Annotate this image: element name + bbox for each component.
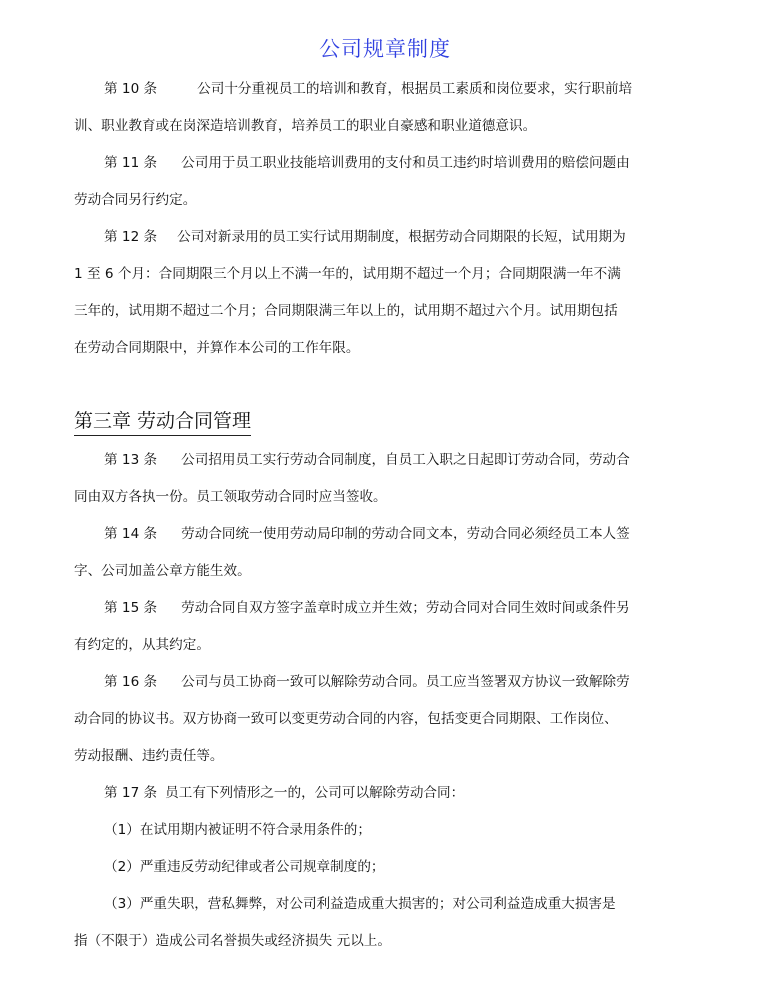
article-10-label: 第 10 条 — [104, 81, 158, 97]
article-13-line-2: 同由双方各执一份。员工领取劳动合同时应当签收。 — [74, 489, 387, 505]
chapter-heading: 第三章 劳动合同管理 — [74, 407, 251, 436]
list-item-continuation: 指（不限于）造成公司名誉损失或经济损失 元以上。 — [74, 933, 391, 949]
article-14-line-2: 字、公司加盖公章方能生效。 — [74, 563, 251, 579]
article-16-line-3: 劳动报酬、违约责任等。 — [74, 748, 224, 764]
list-item: （3）严重失职，营私舞弊，对公司利益造成重大损害的；对公司利益造成重大损害是 — [104, 896, 616, 912]
article-17-label: 第 17 条 — [104, 785, 158, 801]
article-12-label: 第 12 条 — [104, 229, 158, 245]
list-item: （1）在试用期内被证明不符合录用条件的； — [104, 822, 371, 838]
article-13-label: 第 13 条 — [104, 452, 158, 468]
article-15-line-1: 第 15 条 劳动合同自双方签字盖章时成立并生效；劳动合同对合同生效时间或条件另 — [104, 600, 630, 616]
article-12-line-4: 在劳动合同期限中，并算作本公司的工作年限。 — [74, 340, 360, 356]
article-14-label: 第 14 条 — [104, 526, 158, 542]
article-12-line-2: 1 至 6 个月：合同期限三个月以上不满一年的，试用期不超过一个月；合同期限满一年不满 — [74, 266, 621, 282]
article-10-line-1: 第 10 条 公司十分重视员工的培训和教育，根据员工素质和岗位要求，实行职前培 — [104, 81, 633, 97]
article-13-line-1: 第 13 条 公司招用员工实行劳动合同制度，自员工入职之日起即订劳动合同，劳动合 — [104, 452, 630, 468]
article-12-line-3: 三年的，试用期不超过二个月；合同期限满三年以上的，试用期不超过六个月。试用期包括 — [74, 303, 618, 319]
list-item: （2）严重违反劳动纪律或者公司规章制度的； — [104, 859, 385, 875]
article-15-label: 第 15 条 — [104, 600, 158, 616]
article-16-label: 第 16 条 — [104, 674, 158, 690]
article-16-line-2: 动合同的协议书。双方协商一致可以变更劳动合同的内容，包括变更合同期限、工作岗位、 — [74, 711, 618, 727]
article-11-label: 第 11 条 — [104, 155, 158, 171]
article-17-line-1: 第 17 条 员工有下列情形之一的，公司可以解除劳动合同： — [104, 785, 465, 801]
article-11-line-2: 劳动合同另行约定。 — [74, 192, 197, 208]
article-10-line-2: 训、职业教育或在岗深造培训教育，培养员工的职业自豪感和职业道德意识。 — [74, 118, 537, 134]
article-14-line-1: 第 14 条 劳动合同统一使用劳动局印制的劳动合同文本，劳动合同必须经员工本人签 — [104, 526, 630, 542]
page-title: 公司规章制度 — [319, 37, 451, 61]
article-16-line-1: 第 16 条 公司与员工协商一致可以解除劳动合同。员工应当签署双方协议一致解除劳 — [104, 674, 630, 690]
article-15-line-2: 有约定的，从其约定。 — [74, 637, 210, 653]
article-12-line-1: 第 12 条 公司对新录用的员工实行试用期制度，根据劳动合同期限的长短，试用期为 — [104, 229, 626, 245]
article-11-line-1: 第 11 条 公司用于员工职业技能培训费用的支付和员工违约时培训费用的赔偿问题由 — [104, 155, 630, 171]
